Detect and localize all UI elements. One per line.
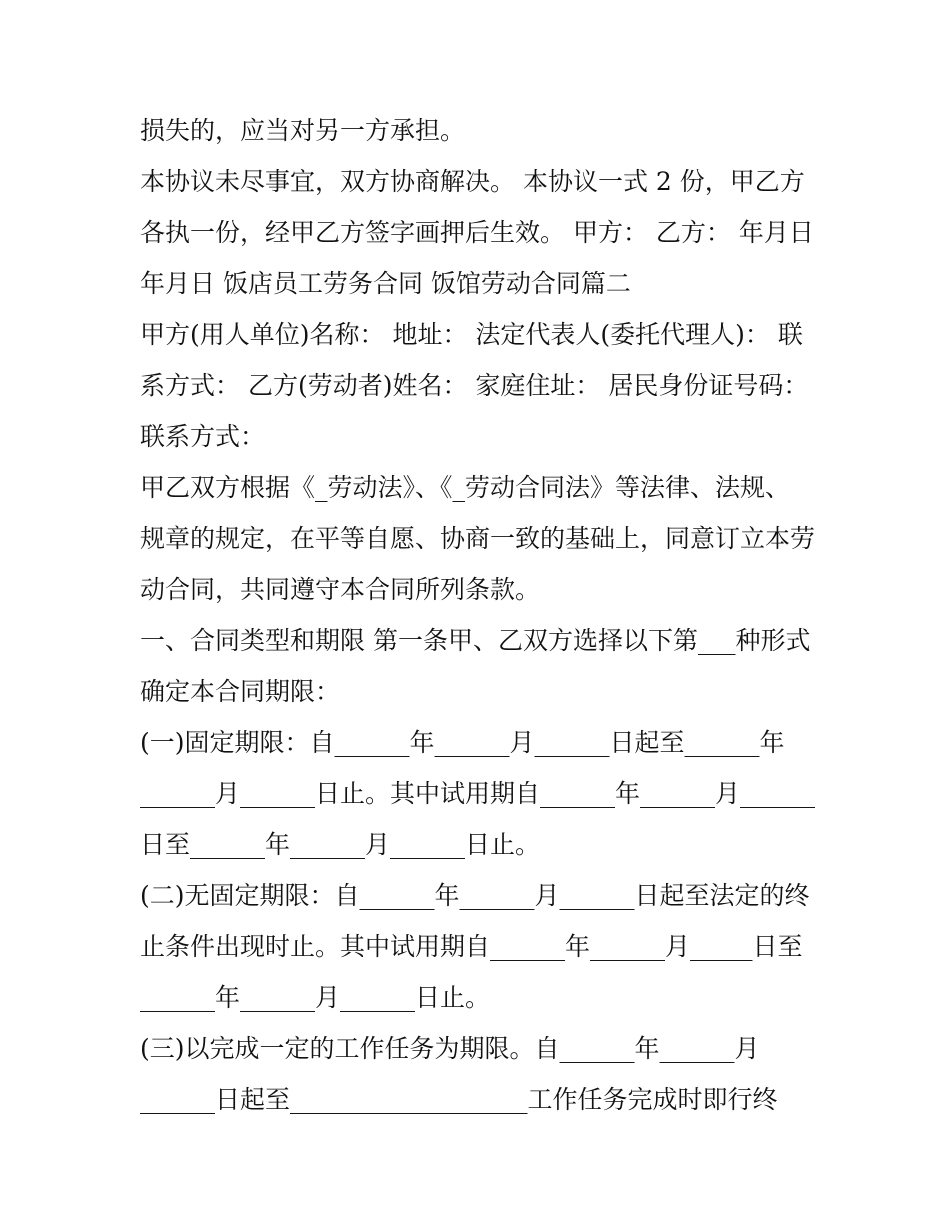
text-line: 动合同，共同遵守本合同所列条款。 (140, 575, 541, 604)
text-line: 一、合同类型和期限 第一条甲、乙双方选择以下第___种形式 (140, 626, 811, 655)
text-line: (三)以完成一定的工作任务为期限。自______年______月 (140, 1034, 760, 1063)
text-line: 止条件出现时止。其中试用期自______年______月_____日至 (140, 932, 803, 961)
text-line: 联系方式： (140, 422, 266, 451)
text-line: 甲乙双方根据《_劳动法》、《_劳动合同法》等法律、法规、 (140, 473, 791, 502)
contract-text (140, 105, 820, 1125)
text-line: ______日起至___________________工作任务完成时即行终 (140, 1085, 778, 1114)
text-line: 损失的，应当对另一方承担。 (140, 116, 466, 145)
text-line: 甲方(用人单位)名称： 地址： 法定代表人(委托代理人)： 联 (140, 320, 803, 349)
text-line: 确定本合同期限： (140, 677, 341, 706)
text-line: 本协议未尽事宜，双方协商解决。 本协议一式 2 份，甲乙方 (140, 167, 805, 196)
text-line: (二)无固定期限：自______年______月______日起至法定的终 (140, 881, 810, 910)
text-line: 系方式： 乙方(劳动者)姓名： 家庭住址： 居民身份证号码： (140, 371, 809, 400)
text-line: 年月日 饭店员工劳务合同 饭馆劳动合同篇二 (140, 269, 631, 298)
text-line: 规章的规定，在平等自愿、协商一致的基础上，同意订立本劳 (140, 524, 816, 553)
text-line: (一)固定期限：自______年______月______日起至______年 (140, 728, 785, 757)
text-line: 日至______年______月______日止。 (140, 830, 541, 859)
text-line: ______年______月______日止。 (140, 983, 491, 1012)
text-line: ______月______日止。其中试用期自______年______月______ (140, 779, 816, 808)
text-line: 各执一份，经甲乙方签字画押后生效。 甲方： 乙方： 年月日 (140, 218, 814, 247)
